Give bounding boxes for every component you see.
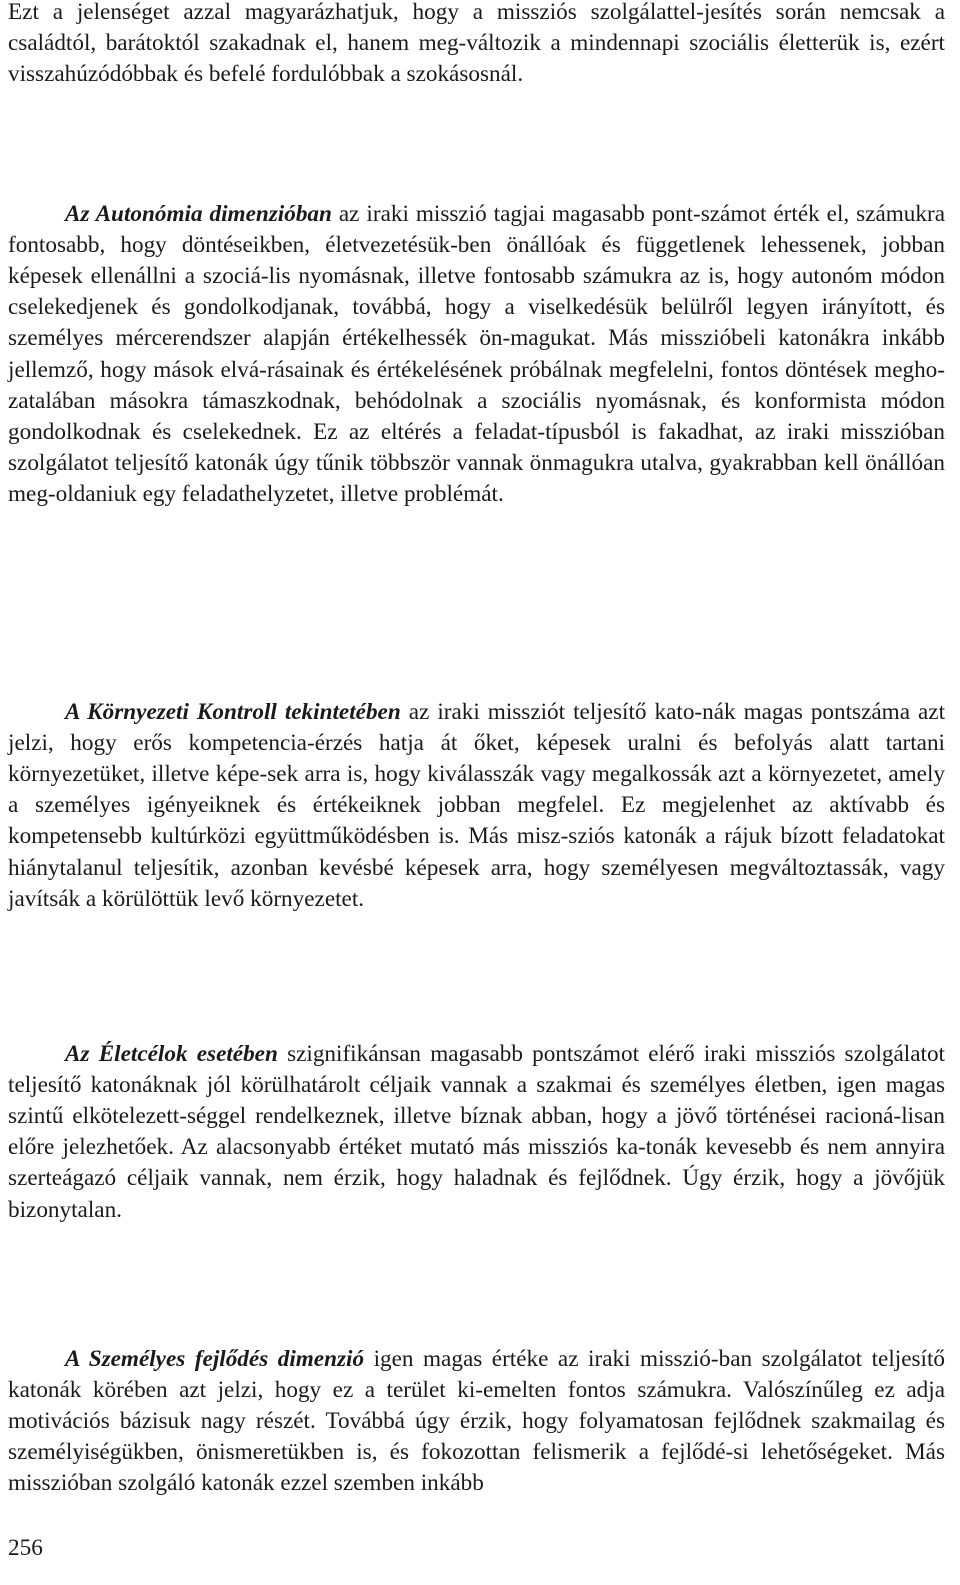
paragraph-personal-growth-text: igen magas értéke az iraki misszió-ban szolgálatot teljesítő katonák körében azt jelzi, hogy ez a terület ki-emelten fontos számukra. Valószínűleg ez adja motivációs bázisuk nagy részét. Továbbá úgy érzik, hogy folyamatosan fejlődnek szakmailag és személyiségükben, önismeretükben is, és fokozottan felismerik a fejlődé-si lehetőségeket. Más misszióban szolgáló katonák ezzel szemben inkább — [8, 1345, 946, 1497]
paragraph-environmental-control-text: az iraki missziót teljesítő kato-nák magas pontszáma azt jelzi, hogy erős kompetencia-érzés hatja át őket, képesek uralni és befolyás alatt tartani környezetüket, illetve képe-sek arra is, hogy kiválasszák vagy megalkossák azt a környezetet, amely a személyes igényeiknek és értékeiknek jobban megfelel. Ez megjelenhet az aktívabb és kompetensebb kultúrközi együttműködésben is. Más misz-sziós katonák a rájuk bízott feladatokat hiánytalanul teljesítik, azonban kevésbé képesek arra, hogy személyesen megváltoztassák, vagy javítsák a körülöttük levő környezetet. — [8, 698, 946, 912]
paragraph-autonomy-text: az iraki misszió tagjai magasabb pont-számot érték el, számukra fontosabb, hogy döntéseikben, életvezetésük-ben önállóak és függetlenek lehessenek, jobban képesek ellenállni a szociá-lis nyomásnak, illetve fontosabb számukra az is, hogy autonóm módon cselekedjenek és gondolkodjanak, továbbá, hogy a viselkedésük belülről legyen irányított, és személyes mércerendszer alapján értékelhessék ön-magukat. Más misszióbeli katonákra inkább jellemző, hogy mások elvá-rásainak és értékelésének próbálnak megfelelni, fontos döntések megho-zatalában másokra támaszkodnak, behódolnak a szociális nyomásnak, és konformista módon gondolkodnak és cselekednek. Ez az eltérés a feladat-típusból is fakadhat, az iraki misszióban szolgálatot teljesítő katonák úgy tűnik többször vannak önmagukra utalva, gyakrabban kell önállóan meg-oldaniuk egy feladathelyzetet, illetve problémát. — [8, 200, 945, 508]
paragraph-life-goals-lead: Az Életcélok esetében — [65, 1040, 278, 1067]
paragraph-intro — [8, 0, 945, 91]
paragraph-intro-text: Ezt a jelenséget azzal magyarázhatjuk, hogy a missziós szolgálattel-jesítés során nemcsak a családtól, barátoktól szakadnak el, hanem meg-változik a mindennapi szociális életterük is, ezért visszahúzódóbbak és befelé fordulóbbak a szokásosnál. — [8, 0, 945, 88]
paragraph-autonomy — [8, 199, 945, 511]
paragraph-personal-growth-lead: A Személyes fejlődés dimenzió — [65, 1345, 365, 1372]
page-number: 256 — [8, 1535, 43, 1561]
paragraph-life-goals-text: szignifikánsan magasabb pontszámot elérő iraki missziós szolgálatot teljesítő katonáknak jól körülhatárolt céljaik vannak a szakmai és személyes életben, igen magas szintű elkötelezett-séggel rendelkeznek, illetve bíznak abban, hogy a jövő történései racioná-lisan előre jelezhetőek. Az alacsonyabb értéket mutató más missziós ka-tonák kevesebb és nem annyira szerteágazó céljaik vannak, nem érzik, hogy haladnak és fejlődnek. Úgy érzik, hogy a jövőjük bizonytalan. — [8, 1040, 946, 1223]
paragraph-personal-growth — [8, 1344, 945, 1500]
paragraph-life-goals — [8, 1039, 945, 1226]
paragraph-environmental-control — [8, 697, 945, 915]
paragraph-autonomy-lead: Az Autonómia dimenzióban — [65, 200, 332, 227]
paragraph-environmental-control-lead: A Környezeti Kontroll tekintetében — [65, 698, 401, 725]
